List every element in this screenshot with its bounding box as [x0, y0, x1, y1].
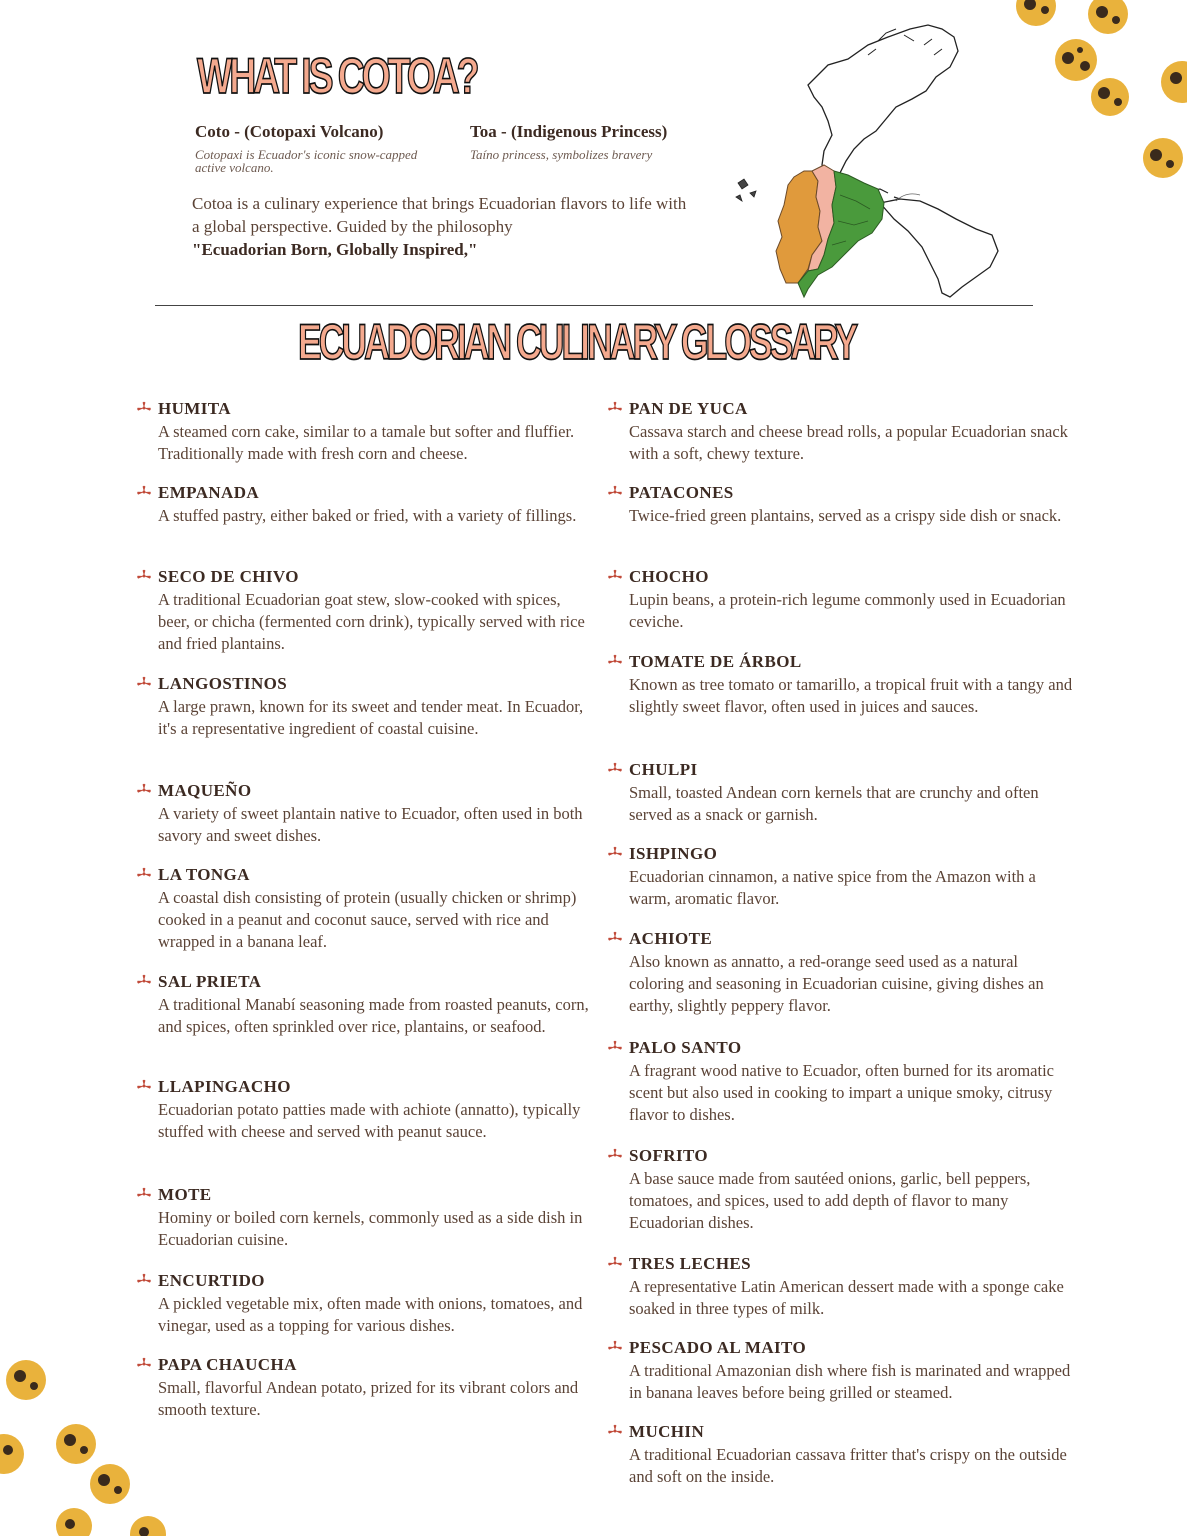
- glossary-definition: Hominy or boiled corn kernels, commonly used as a side dish in Ecuadorian cuisine.: [158, 1208, 583, 1249]
- three-blade-propeller-icon: [136, 676, 152, 690]
- glossary-entry: [136, 1184, 596, 1251]
- three-blade-propeller-icon: [607, 1340, 623, 1354]
- three-blade-propeller-icon: [607, 1424, 623, 1438]
- glossary-term: TRES LECHES: [629, 1254, 752, 1273]
- glossary-entry: [136, 482, 596, 527]
- leopard-spot-dot-icon: [1161, 61, 1187, 103]
- glossary-term: LANGOSTINOS: [158, 674, 288, 693]
- leopard-spot-dot-icon: [0, 1434, 24, 1474]
- glossary-entry: [607, 843, 1077, 910]
- glossary-term: PESCADO AL MAITO: [629, 1338, 807, 1357]
- leopard-spot-dot-icon: [90, 1464, 130, 1504]
- glossary-term: CHULPI: [629, 760, 698, 779]
- glossary-term: SECO DE CHIVO: [158, 567, 299, 586]
- leopard-spot-dot-icon: [1088, 0, 1128, 34]
- glossary-title: ECUADORIAN CULINARY GLOSSARY: [298, 314, 856, 371]
- glossary-entry: [607, 1337, 1077, 1404]
- page-title: WHAT IS COTOA?: [197, 48, 477, 105]
- glossary-definition: Small, toasted Andean corn kernels that are crunchy and often served as a snack or garnish.: [629, 783, 1039, 824]
- glossary-entry: [136, 673, 596, 740]
- glossary-term: PALO SANTO: [629, 1038, 742, 1057]
- glossary-definition: A large prawn, known for its sweet and tender meat. In Ecuador, it's a representative ingredient of coastal cuisine.: [158, 697, 584, 738]
- glossary-definition: Ecuadorian potato patties made with achiote (annatto), typically stuffed with cheese and served with peanut sauce.: [158, 1100, 581, 1141]
- glossary-term: SAL PRIETA: [158, 972, 262, 991]
- glossary-definition: A fragrant wood native to Ecuador, often burned for its aromatic scent but also used in cooking to impart a unique smoky, citrusy flavor to dishes.: [629, 1061, 1054, 1124]
- intro-text: Cotoa is a culinary experience that brings Ecuadorian flavors to life with a global perspective. Guided by the philosophy: [192, 194, 687, 236]
- three-blade-propeller-icon: [136, 401, 152, 415]
- glossary-definition: A traditional Manabí seasoning made from roasted peanuts, corn, and spices, often sprinkled over rice, plantains, or seafood.: [158, 995, 589, 1036]
- glossary-definition: A coastal dish consisting of protein (usually chicken or shrimp) cooked in a peanut and coconut sauce, served with rice and wrapped in a banana leaf.: [158, 888, 577, 951]
- leopard-spot-dot-icon: [6, 1360, 46, 1400]
- glossary-definition: A variety of sweet plantain native to Ecuador, often used in both savory and sweet dishes.: [158, 804, 583, 845]
- glossary-entry: [607, 482, 1077, 527]
- glossary-term: LA TONGA: [158, 865, 250, 884]
- glossary-entry: [607, 1421, 1077, 1488]
- glossary-term: HUMITA: [158, 399, 231, 418]
- glossary-definition: Known as tree tomato or tamarillo, a tropical fruit with a tangy and slightly sweet flavor, often used in juices and sauces.: [629, 675, 1073, 716]
- glossary-term: CHOCHO: [629, 567, 709, 586]
- three-blade-propeller-icon: [607, 931, 623, 945]
- glossary-term: TOMATE DE ÁRBOL: [629, 652, 802, 671]
- glossary-entry: [136, 566, 596, 655]
- glossary-term: PATACONES: [629, 483, 734, 502]
- glossary-definition: A steamed corn cake, similar to a tamale but softer and fluffier. Traditionally made with fresh corn and cheese.: [158, 422, 575, 463]
- three-blade-propeller-icon: [607, 762, 623, 776]
- glossary-definition: A traditional Ecuadorian goat stew, slow-cooked with spices, beer, or chicha (fermented corn drink), typically served with rice and fried plantains.: [158, 590, 585, 653]
- glossary-definition: Twice-fried green plantains, served as a crispy side dish or snack.: [629, 506, 1062, 525]
- three-blade-propeller-icon: [607, 654, 623, 668]
- three-blade-propeller-icon: [136, 867, 152, 881]
- glossary-entry: [136, 864, 596, 953]
- glossary-term: ENCURTIDO: [158, 1271, 265, 1290]
- glossary-entry: [136, 971, 596, 1038]
- etymology-coto: [195, 122, 435, 174]
- three-blade-propeller-icon: [136, 974, 152, 988]
- glossary-entry: [136, 1270, 596, 1337]
- glossary-definition: Lupin beans, a protein-rich legume commonly used in Ecuadorian ceviche.: [629, 590, 1066, 631]
- leopard-spot-dot-icon: [1016, 0, 1056, 26]
- etymology-term: Toa - (Indigenous Princess): [470, 122, 668, 141]
- glossary-entry: [607, 759, 1077, 826]
- glossary-definition: Ecuadorian cinnamon, a native spice from the Amazon with a warm, aromatic flavor.: [629, 867, 1036, 908]
- glossary-entry: [607, 1037, 1077, 1126]
- glossary-definition: A base sauce made from sautéed onions, garlic, bell peppers, tomatoes, and spices, used to add depth of flavor to many Ecuadorian dishes.: [629, 1169, 1031, 1232]
- glossary-term: MUCHIN: [629, 1422, 705, 1441]
- etymology-note: Cotopaxi is Ecuador's iconic snow-capped active volcano.: [195, 147, 418, 175]
- etymology-note: Taíno princess, symbolizes bravery: [470, 147, 653, 162]
- glossary-term: ACHIOTE: [629, 929, 713, 948]
- glossary-entry: [607, 1145, 1077, 1234]
- leopard-spot-dot-icon: [1055, 39, 1097, 81]
- section-divider: [155, 305, 1033, 306]
- three-blade-propeller-icon: [136, 569, 152, 583]
- glossary-entry: [607, 1253, 1077, 1320]
- three-blade-propeller-icon: [136, 1357, 152, 1371]
- three-blade-propeller-icon: [136, 1079, 152, 1093]
- leopard-spot-dot-icon: [1091, 78, 1129, 116]
- glossary-term: MAQUEÑO: [158, 781, 252, 800]
- glossary-term: PAN DE YUCA: [629, 399, 748, 418]
- leopard-spot-dot-icon: [130, 1516, 166, 1536]
- glossary-definition: Small, flavorful Andean potato, prized for its vibrant colors and smooth texture.: [158, 1378, 579, 1419]
- glossary-term: MOTE: [158, 1185, 212, 1204]
- glossary-definition: A pickled vegetable mix, often made with onions, tomatoes, and vinegar, used as a topping for various dishes.: [158, 1294, 583, 1335]
- glossary-entry: [607, 566, 1077, 633]
- glossary-entry: [607, 651, 1077, 718]
- three-blade-propeller-icon: [607, 846, 623, 860]
- glossary-definition: A traditional Ecuadorian cassava fritter that's crispy on the outside and soft on the inside.: [629, 1445, 1067, 1486]
- glossary-entry: [136, 1076, 596, 1143]
- leopard-spot-dot-icon: [56, 1508, 92, 1536]
- three-blade-propeller-icon: [607, 401, 623, 415]
- decorative-dots-top: [990, 0, 1187, 190]
- glossary-entry: [136, 398, 596, 465]
- glossary-definition: Cassava starch and cheese bread rolls, a popular Ecuadorian snack with a soft, chewy texture.: [629, 422, 1068, 463]
- glossary-definition: A traditional Amazonian dish where fish is marinated and wrapped in banana leaves before being grilled or steamed.: [629, 1361, 1071, 1402]
- three-blade-propeller-icon: [607, 485, 623, 499]
- three-blade-propeller-icon: [607, 569, 623, 583]
- glossary-term: EMPANADA: [158, 483, 260, 502]
- glossary-term: PAPA CHAUCHA: [158, 1355, 297, 1374]
- three-blade-propeller-icon: [136, 1273, 152, 1287]
- intro-paragraph: [192, 192, 692, 261]
- three-blade-propeller-icon: [607, 1148, 623, 1162]
- glossary-definition: A representative Latin American dessert made with a sponge cake soaked in three types of milk.: [629, 1277, 1064, 1318]
- intro-quote: "Ecuadorian Born, Globally Inspired,": [192, 240, 478, 259]
- glossary-term: ISHPINGO: [629, 844, 718, 863]
- three-blade-propeller-icon: [607, 1040, 623, 1054]
- glossary-entry: [607, 928, 1077, 1017]
- three-blade-propeller-icon: [136, 1187, 152, 1201]
- three-blade-propeller-icon: [607, 1256, 623, 1270]
- glossary-definition: A stuffed pastry, either baked or fried, with a variety of fillings.: [158, 506, 577, 525]
- etymology-term: Coto - (Cotopaxi Volcano): [195, 122, 384, 141]
- glossary-term: LLAPINGACHO: [158, 1077, 291, 1096]
- glossary-definition: Also known as annatto, a red-orange seed used as a natural coloring and seasoning in Ecuadorian cuisine, giving dishes an earthy, slightly peppery flavor.: [629, 952, 1044, 1015]
- leopard-spot-dot-icon: [56, 1424, 96, 1464]
- glossary-entry: [607, 398, 1077, 465]
- americas-map-icon: [728, 15, 1003, 300]
- three-blade-propeller-icon: [136, 783, 152, 797]
- three-blade-propeller-icon: [136, 485, 152, 499]
- etymology-toa: [470, 122, 710, 161]
- glossary-term: SOFRITO: [629, 1146, 709, 1165]
- glossary-entry: [136, 1354, 596, 1421]
- leopard-spot-dot-icon: [1143, 138, 1183, 178]
- glossary-entry: [136, 780, 596, 847]
